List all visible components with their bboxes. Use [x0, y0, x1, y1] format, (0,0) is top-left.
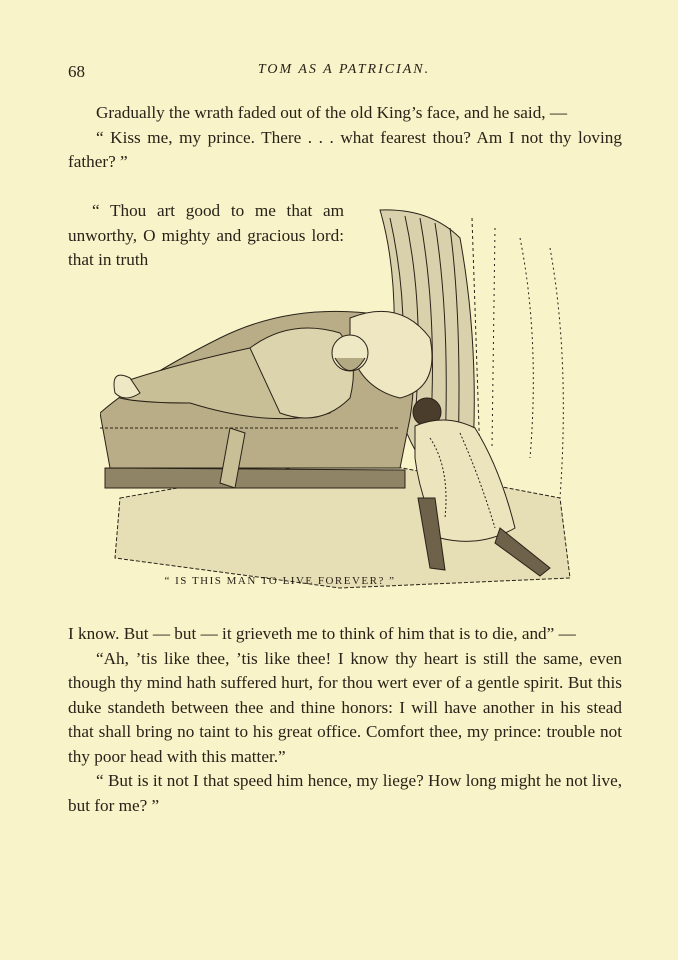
- engraving-illustration: [100, 198, 600, 590]
- bottom-text: [68, 622, 622, 818]
- page-number: 68: [68, 62, 85, 81]
- paragraph: “Ah, ’tis like thee, ’tis like thee! I know thy heart is still the same, even though thy mind hath suffered hurt, for thou wert ever of a gentle spirit. But this duke standeth between thee and thine honors: I will have another in his stead that shall bring no taint to his great office. Comfort thee, my prince: trouble not thy poor head with this matter.”: [68, 648, 622, 766]
- paragraph: “ Kiss me, my prince. There . . . what fearest thou? Am I not thy loving father? ”: [68, 127, 622, 171]
- top-text: [68, 101, 622, 175]
- paragraph: I know. But — but — it grieveth me to think of him that is to die, and” —: [68, 624, 576, 643]
- page-header: [68, 62, 620, 86]
- king-and-prince-engraving: [100, 198, 600, 590]
- paragraph: Gradually the wrath faded out of the old King’s face, and he said, —: [96, 103, 568, 122]
- wrapped-paragraph: “ Thou art good to me that am unworthy, O mighty and gracious lord: that in truth: [68, 201, 344, 269]
- running-title: TOM AS A PATRICIAN.: [257, 62, 431, 77]
- illustration-caption: “ IS THIS MAN TO LIVE FOREVER? ”: [164, 575, 396, 587]
- paragraph: “ But is it not I that speed him hence, my liege? How long might he not live, but for me? ”: [68, 771, 622, 815]
